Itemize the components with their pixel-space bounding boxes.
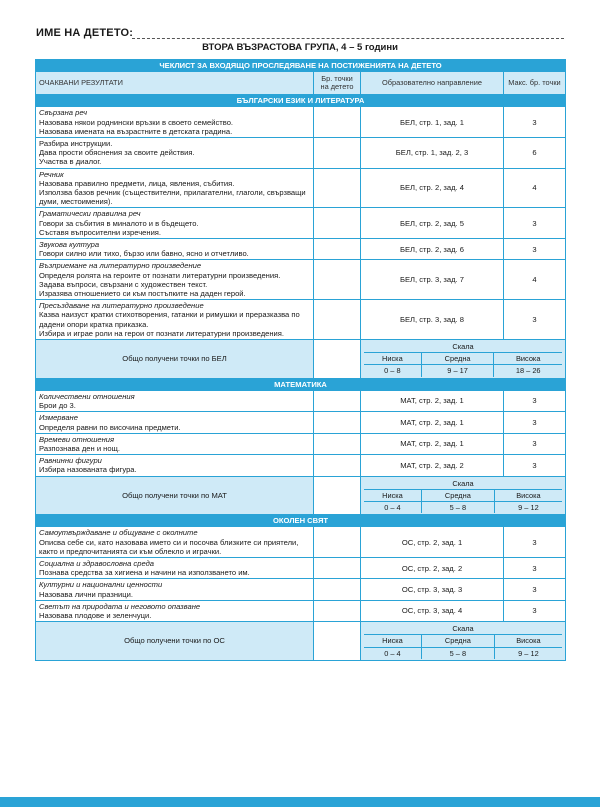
child-points-cell[interactable] (314, 260, 361, 300)
max-points: 3 (504, 107, 566, 138)
child-points-cell[interactable] (314, 579, 361, 600)
expected-result (36, 300, 314, 340)
scale-table (364, 478, 562, 514)
child-points-cell[interactable] (314, 455, 361, 476)
scale-level-high: Висока (494, 353, 562, 365)
table-row (36, 557, 566, 578)
scale-level-medium: Средна (421, 353, 494, 365)
child-points-cell[interactable] (314, 433, 361, 454)
educational-area: ОС, стр. 3, зад. 3 (361, 579, 504, 600)
educational-area: МАТ, стр. 2, зад. 1 (361, 390, 504, 411)
expected-result (36, 260, 314, 300)
section-title: ОКОЛЕН СВЯТ (36, 515, 566, 527)
child-points-cell[interactable] (314, 168, 361, 208)
result-line: Определя равни по височина предмети. (39, 422, 181, 432)
max-points: 3 (504, 412, 566, 433)
result-heading: Граматически правилна реч (39, 209, 141, 219)
child-points-cell[interactable] (314, 600, 361, 621)
child-points-cell[interactable] (314, 239, 361, 260)
scale-level-low: Ниска (364, 489, 421, 501)
page-bottom-band (0, 797, 600, 807)
scale-level-medium: Средна (421, 635, 494, 647)
educational-area: БЕЛ, стр. 2, зад. 5 (361, 208, 504, 239)
educational-area: МАТ, стр. 2, зад. 1 (361, 433, 504, 454)
scale-ranges-row (364, 647, 562, 659)
result-heading: Пресъздаване на литературно произведение (39, 301, 204, 311)
result-line: Разпознава ден и нощ. (39, 443, 120, 453)
educational-area: БЕЛ, стр. 2, зад. 4 (361, 168, 504, 208)
max-points: 3 (504, 300, 566, 340)
scale-levels-row (364, 489, 562, 501)
scale-ranges-row (364, 501, 562, 513)
scale-range-medium: 5 – 8 (421, 647, 494, 659)
result-line: Назовава плодове и зеленчуци. (39, 610, 152, 620)
max-points: 3 (504, 600, 566, 621)
educational-area: БЕЛ, стр. 2, зад. 6 (361, 239, 504, 260)
total-points-cell[interactable] (314, 340, 361, 379)
result-line: Дава прости обяснения за своите действия. (39, 148, 195, 158)
scale-levels-row (364, 635, 562, 647)
result-line: Използва базов речник (съществителни, прилагателни, глаголи, свързващи думи, местоимения). (39, 188, 306, 207)
scale-range-medium: 5 – 8 (421, 501, 494, 513)
educational-area: БЕЛ, стр. 3, зад. 7 (361, 260, 504, 300)
scale-range-low: 0 – 4 (364, 501, 421, 513)
expected-result (36, 138, 314, 169)
scale-level-low: Ниска (364, 635, 421, 647)
table-row (36, 300, 566, 340)
expected-result (36, 527, 314, 558)
scale-range-high: 18 – 26 (494, 365, 562, 377)
expected-result (36, 107, 314, 138)
result-line: Участва в диалог. (39, 157, 102, 167)
max-points: 3 (504, 455, 566, 476)
col-header-area: Образователно направление (361, 72, 504, 95)
table-row (36, 239, 566, 260)
total-row (36, 476, 566, 515)
scale-label: Скала (364, 478, 562, 490)
result-line: Назовава някои роднински връзки в своето семейство. (39, 117, 234, 127)
section-title: МАТЕМАТИКА (36, 378, 566, 390)
table-row (36, 390, 566, 411)
table-row (36, 455, 566, 476)
scale-table (364, 341, 562, 377)
table-row (36, 138, 566, 169)
expected-result (36, 433, 314, 454)
table-row (36, 168, 566, 208)
result-heading: Социална и здравословна среда (39, 558, 155, 568)
max-points: 3 (504, 208, 566, 239)
checklist-title: ЧЕКЛИСТ ЗА ВХОДЯЩО ПРОСЛЕДЯВАНЕ НА ПОСТИЖЕНИЯТА НА ДЕТЕТО (36, 60, 566, 72)
result-line: Познава средства за хигиена и начини на използването им. (39, 568, 250, 578)
result-line: Говори за събития в миналото и в бъдещето. (39, 218, 199, 228)
max-points: 3 (504, 557, 566, 578)
col-header-points: Бр. точки на детето (314, 72, 361, 95)
total-points-cell[interactable] (314, 622, 361, 661)
result-line: Разбира инструкции. (39, 139, 113, 149)
table-row (36, 107, 566, 138)
expected-result (36, 390, 314, 411)
result-line: Определя ролята на героите от познати литературни произведения. (39, 270, 281, 280)
child-points-cell[interactable] (314, 412, 361, 433)
result-heading: Измерване (39, 413, 78, 423)
expected-result (36, 208, 314, 239)
result-heading: Възприемане на литературно произведение (39, 261, 202, 271)
scale-title-row (364, 623, 562, 635)
child-points-cell[interactable] (314, 138, 361, 169)
expected-result (36, 239, 314, 260)
max-points: 3 (504, 527, 566, 558)
scale-cell (361, 622, 566, 661)
scale-level-high: Висока (494, 489, 562, 501)
result-line: Назовава имената на възрастните в детската градина. (39, 126, 233, 136)
result-line: Съставя въпросителни изречения. (39, 227, 162, 237)
scale-ranges-row (364, 365, 562, 377)
total-row (36, 340, 566, 379)
scale-table (364, 623, 562, 659)
section-title: БЪЛГАРСКИ ЕЗИК И ЛИТЕРАТУРА (36, 95, 566, 107)
scale-title-row (364, 341, 562, 353)
expected-result (36, 412, 314, 433)
scale-range-high: 9 – 12 (494, 501, 562, 513)
max-points: 3 (504, 579, 566, 600)
result-heading: Културни и национални ценности (39, 580, 163, 590)
educational-area: ОС, стр. 2, зад. 1 (361, 527, 504, 558)
scale-label: Скала (364, 341, 562, 353)
result-heading: Свързана реч (39, 108, 88, 118)
result-line: Задава въпроси, свързани с художествен текст. (39, 279, 208, 289)
max-points: 3 (504, 433, 566, 454)
scale-level-medium: Средна (421, 489, 494, 501)
total-label: Общо получени точки по МАТ (36, 476, 314, 515)
child-points-cell[interactable] (314, 300, 361, 340)
expected-result (36, 168, 314, 208)
educational-area: БЕЛ, стр. 1, зад. 2, 3 (361, 138, 504, 169)
expected-result (36, 600, 314, 621)
scale-range-high: 9 – 12 (494, 647, 562, 659)
scale-range-low: 0 – 8 (364, 365, 421, 377)
col-header-results: ОЧАКВАНИ РЕЗУЛТАТИ (36, 72, 314, 95)
child-points-cell[interactable] (314, 390, 361, 411)
scale-level-low: Ниска (364, 353, 421, 365)
scale-range-low: 0 – 4 (364, 647, 421, 659)
table-row (36, 527, 566, 558)
section-row (36, 378, 566, 390)
scale-range-medium: 9 – 17 (421, 365, 494, 377)
max-points: 3 (504, 239, 566, 260)
child-points-cell[interactable] (314, 208, 361, 239)
educational-area: БЕЛ, стр. 3, зад. 8 (361, 300, 504, 340)
result-line: Изразява отношението си към постъпките на даден герой. (39, 289, 246, 299)
max-points: 3 (504, 390, 566, 411)
child-name-label: ИМЕ НА ДЕТЕТО: (36, 27, 134, 39)
expected-result (36, 557, 314, 578)
expected-result (36, 579, 314, 600)
result-heading: Количествени отношения (39, 391, 135, 401)
scale-levels-row (364, 353, 562, 365)
scale-cell (361, 476, 566, 515)
scale-label: Скала (364, 623, 562, 635)
total-points-cell[interactable] (314, 476, 361, 515)
result-heading: Равнинни фигури (39, 456, 102, 466)
table-row (36, 260, 566, 300)
section-row (36, 95, 566, 107)
result-line: Назовава лични празници. (39, 589, 133, 599)
result-line: Казва наизуст кратки стихотворения, гатанки и римушки и преразказва по дадени опори кратка приказка. (39, 310, 300, 329)
result-heading: Светът на природата и неговото опазване (39, 601, 201, 611)
result-heading: Времеви отношения (39, 434, 115, 444)
educational-area: МАТ, стр. 2, зад. 1 (361, 412, 504, 433)
section-row (36, 515, 566, 527)
max-points: 6 (504, 138, 566, 169)
max-points: 4 (504, 168, 566, 208)
col-header-max: Макс. бр. точки (504, 72, 566, 95)
result-line: Брои до 3. (39, 401, 76, 411)
educational-area: БЕЛ, стр. 1, зад. 1 (361, 107, 504, 138)
table-row (36, 433, 566, 454)
result-heading: Речник (39, 169, 64, 179)
result-heading: Самоутвърждаване и общуване с околните (39, 528, 198, 538)
result-line: Описва себе си, като назовава името си и посочва близките си приятели, както и предпочитанията си към облекло и играчки. (39, 537, 299, 556)
educational-area: МАТ, стр. 2, зад. 2 (361, 455, 504, 476)
total-row (36, 622, 566, 661)
child-points-cell[interactable] (314, 557, 361, 578)
result-line: Избира назованата фигура. (39, 465, 137, 475)
table-row (36, 579, 566, 600)
result-line: Избира и играе роли на герои от познати литературни произведения. (39, 328, 285, 338)
expected-result (36, 455, 314, 476)
scale-level-high: Висока (494, 635, 562, 647)
scale-cell (361, 340, 566, 379)
max-points: 4 (504, 260, 566, 300)
checklist-table (35, 59, 566, 661)
table-row (36, 600, 566, 621)
table-row (36, 208, 566, 239)
total-label: Общо получени точки по ОС (36, 622, 314, 661)
result-line: Назовава правилно предмети, лица, явления, събития. (39, 178, 235, 188)
age-group-heading: ВТОРА ВЪЗРАСТОВА ГРУПА, 4 – 5 години (202, 42, 398, 53)
educational-area: ОС, стр. 2, зад. 2 (361, 557, 504, 578)
scale-title-row (364, 478, 562, 490)
child-points-cell[interactable] (314, 107, 361, 138)
result-heading: Звукова култура (39, 240, 100, 250)
table-row (36, 412, 566, 433)
educational-area: ОС, стр. 3, зад. 4 (361, 600, 504, 621)
result-line: Говори силно или тихо, бързо или бавно, ясно и отчетливо. (39, 249, 249, 259)
child-points-cell[interactable] (314, 527, 361, 558)
total-label: Общо получени точки по БЕЛ (36, 340, 314, 379)
child-name-field[interactable] (132, 38, 564, 39)
